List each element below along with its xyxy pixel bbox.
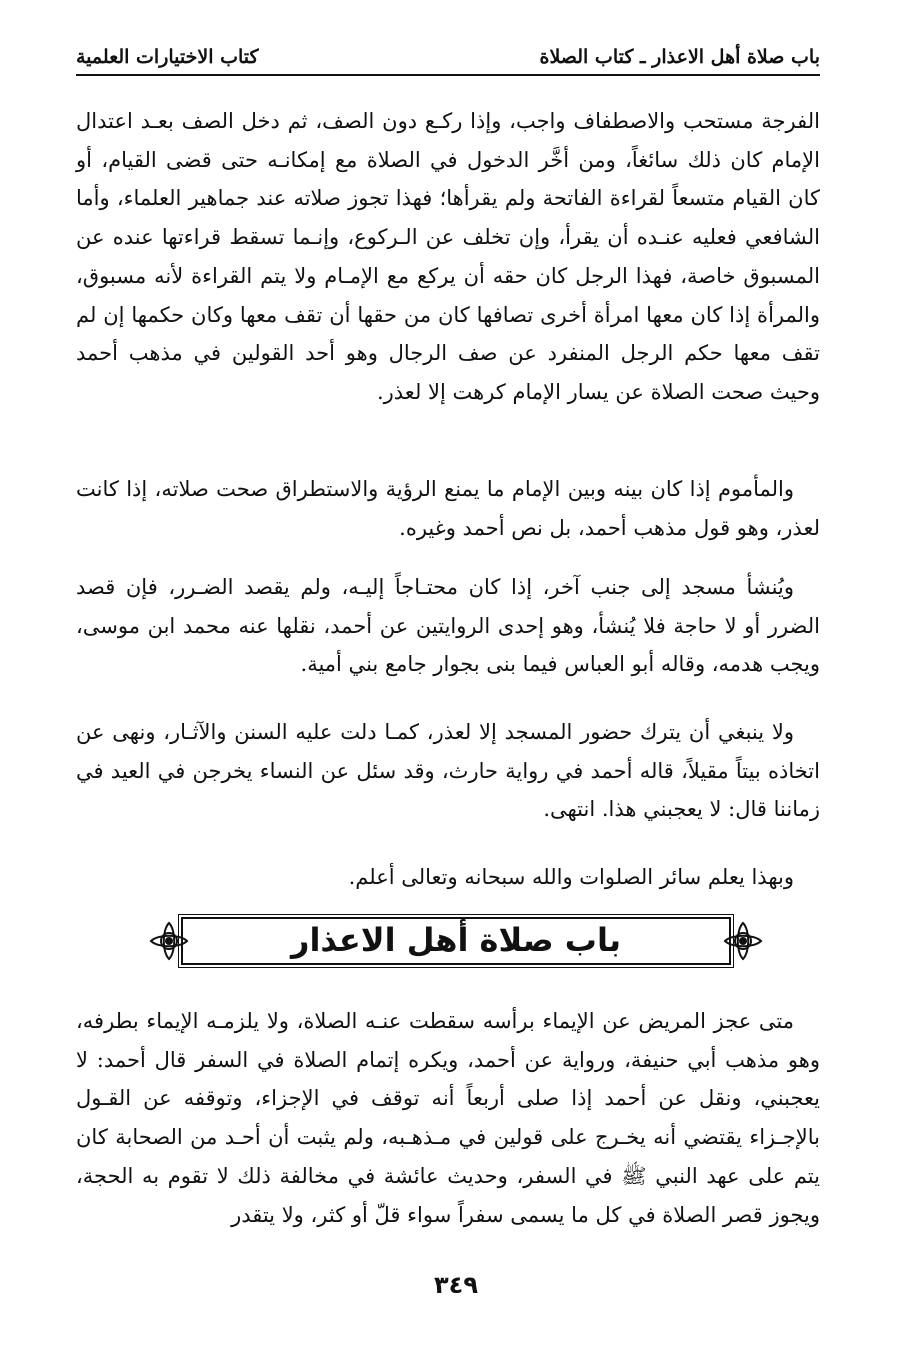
paragraph-text: الفرجة مستحب والاصطفاف واجب، وإذا ركـع دون الصف، ثم دخل الصف بعـد اعتدال الإمام كان ذلك سائغاً، ومن أخَّر الدخول في الصلاة مع إمكانـه حتى قضى القيام، أو كان القيام متسعاً لقراءة الفاتحة ولم يقرأها؛ فهذا تجوز صلاته عند جماهير العلماء، وأما الشافعي فعليه عنـده أن يقرأ، وإن تخلف عن الـركوع، وإنـما تسقط قراءتها عنده عن المسبوق خاصة، فهذا الرجل كان حقه أن يركع مع الإمـام ولا يتم القراءة لأنه مسبوق، والمرأة إذا كان معها امرأة أخرى تصافها كان من حقها أن تقف معها وكان حكمها إن لم تقف معها حكم الرجل المنفرد عن صف الرجال وهو أحد القولين في مذهب أحمد وحيث صحت الصلاة عن يسار الإمام كرهت إلا لعذر.: [76, 109, 820, 404]
paragraph-6: [76, 1002, 820, 1234]
paragraph-3: [76, 568, 820, 684]
page-number: ٣٤٩: [434, 1271, 478, 1299]
paragraph-text: ويُنشأ مسجد إلى جنب آخر، إذا كان محتـاجاً إليـه، ولم يقصد الضـرر، فإن قصد الضرر أو لا حاجة فلا يُنشأ، وهو إحدى الروايتين عن أحمد، نقلها عنه محمد ابن موسى، ويجب هدمه، وقاله أبو العباس فيما بنى بجوار جامع بني أمية.: [76, 575, 820, 677]
running-header: [76, 40, 820, 76]
section-title: باب صلاة أهل الاعذار: [291, 921, 621, 959]
floral-ornament-icon: [146, 918, 192, 964]
header-book-title: كتاب الاختيارات العلمية: [76, 46, 259, 68]
header-chapter-title: باب صلاة أهل الاعذار ـ كتاب الصلاة: [539, 46, 820, 68]
paragraph-4: [76, 713, 820, 829]
section-banner: [146, 908, 766, 974]
paragraph-2: [76, 470, 820, 547]
paragraph-5: [76, 858, 820, 897]
paragraph-text: وبهذا يعلم سائر الصلوات والله سبحانه وتعالى أعلم.: [348, 865, 794, 889]
paragraph-text: متى عجز المريض عن الإيماء برأسه سقطت عنـه الصلاة، ولا يلزمـه الإيماء بطرفه، وهو مذهب أبي حنيفة، ورواية عن أحمد، ويكره إتمام الصلاة في السفر قال أحمد: لا يعجبني، ونقل عن أحمد إذا صلى أربعاً أنه توقف في الإجزاء، وتوقفه عن القـول بالإجـزاء يقتضي أنه يخـرج على قولين في مـذهـبه، ولم يثبت أن أحـد من الصحابة كان يتم على عهد النبي ﷺ في السفر، وحديث عائشة في مخالفة ذلك لا تقوم به الحجة، ويجوز قصر الصلاة في كل ما يسمى سفراً سواء قلّ أو كثر، ولا يتقدر: [76, 1009, 820, 1227]
paragraph-1: [76, 102, 820, 412]
paragraph-text: ولا ينبغي أن يترك حضور المسجد إلا لعذر، كمـا دلت عليه السنن والآثـار، ونهى عن اتخاذه بيتاً مقيلاً، قاله أحمد في رواية حارث، وقد سئل عن النساء يخرجن في العيد في زماننا قال: لا يعجبني هذا. انتهى.: [76, 720, 820, 822]
paragraph-text: والمأموم إذا كان بينه وبين الإمام ما يمنع الرؤية والاستطراق صحت صلاته، إذا كانت لعذر، وهو قول مذهب أحمد، بل نص أحمد وغيره.: [76, 477, 820, 540]
